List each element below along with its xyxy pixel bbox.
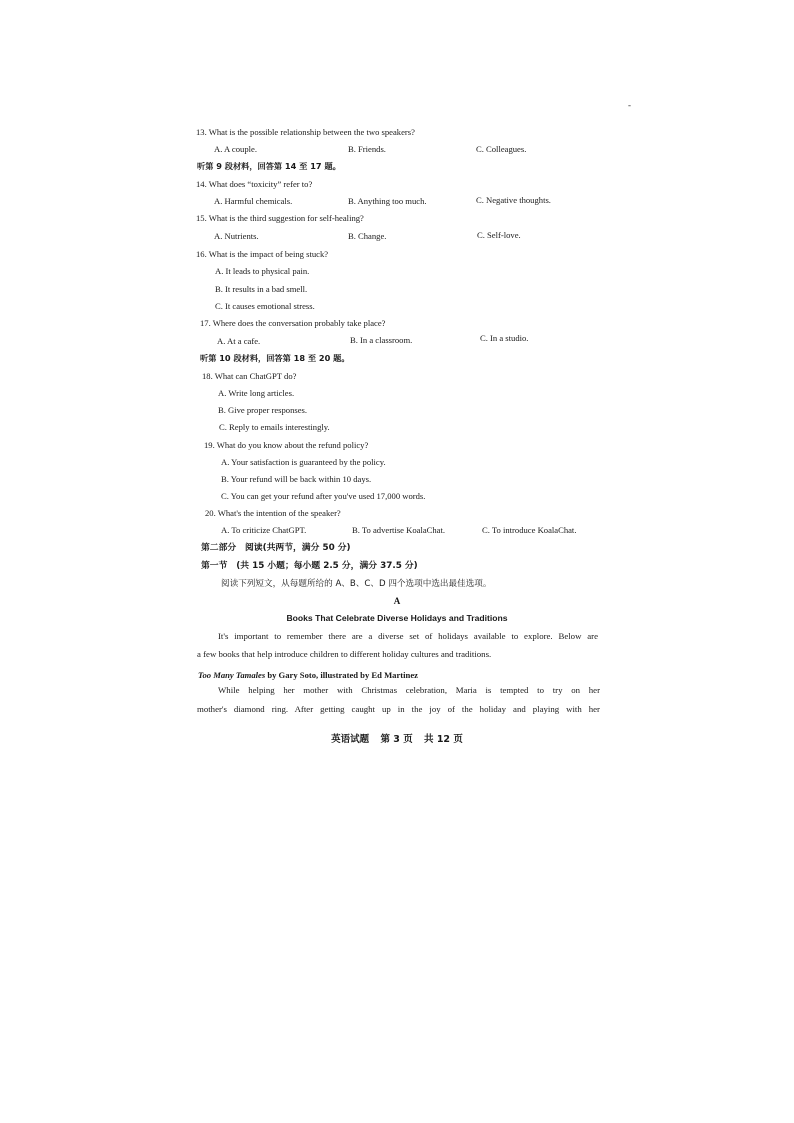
question-14-stem: 14. What does “toxicity” refer to? bbox=[196, 179, 313, 189]
question-13-option-a: A. A couple. bbox=[214, 144, 257, 154]
question-17-option-b: B. In a classroom. bbox=[350, 335, 413, 345]
question-19-option-b: B. Your refund will be back within 10 days. bbox=[221, 474, 372, 484]
question-15-option-b: B. Change. bbox=[348, 231, 387, 241]
passage-paragraph-1-line-1: It's important to remember there are a diverse set of holidays available to explore. Below are bbox=[218, 631, 598, 641]
question-18-option-b: B. Give proper responses. bbox=[218, 405, 308, 415]
passage-paragraph-2-line-1: While helping her mother with Christmas celebration, Maria is tempted to try on her bbox=[218, 685, 600, 695]
footer-total-pages: 共 12 页 bbox=[424, 734, 463, 745]
question-20-option-b: B. To advertise KoalaChat. bbox=[352, 525, 446, 535]
section1-heading: 第一节 (共 15 小题；每小题 2.5 分，满分 37.5 分) bbox=[201, 561, 418, 571]
question-17-option-a: A. At a cafe. bbox=[217, 336, 261, 346]
question-14-option-b: B. Anything too much. bbox=[348, 196, 427, 206]
passage-letter: A bbox=[393, 596, 401, 606]
question-19-option-a: A. Your satisfaction is guaranteed by the policy. bbox=[221, 457, 386, 467]
question-14-option-a: A. Harmful chemicals. bbox=[214, 196, 293, 206]
question-19-stem: 19. What do you know about the refund policy? bbox=[204, 440, 369, 450]
question-20-option-a: A. To criticize ChatGPT. bbox=[221, 525, 307, 535]
question-18-option-a: A. Write long articles. bbox=[218, 388, 295, 398]
question-17-stem: 17. Where does the conversation probably take place? bbox=[200, 318, 386, 328]
footer-subject: 英语试题 bbox=[331, 734, 370, 745]
question-16-option-b: B. It results in a bad smell. bbox=[215, 284, 308, 294]
section-9-instruction: 听第 9 段材料，回答第 14 至 17 题。 bbox=[197, 161, 341, 171]
scan-mark: - bbox=[628, 100, 631, 110]
question-15-stem: 15. What is the third suggestion for self-healing? bbox=[196, 213, 364, 223]
footer-page-number: 第 3 页 bbox=[380, 734, 413, 745]
part2-heading: 第二部分 阅读(共两节，满分 50 分) bbox=[201, 543, 351, 553]
passage-paragraph-2-line-2: mother's diamond ring. After getting caught up in the joy of the holiday and playing with her bbox=[197, 704, 600, 714]
passage-title: Books That Celebrate Diverse Holidays and Traditions bbox=[286, 613, 508, 623]
question-20-stem: 20. What's the intention of the speaker? bbox=[205, 508, 341, 518]
question-15-option-a: A. Nutrients. bbox=[214, 231, 259, 241]
question-13-option-b: B. Friends. bbox=[348, 144, 386, 154]
question-16-option-c: C. It causes emotional stress. bbox=[215, 301, 315, 311]
question-14-option-c: C. Negative thoughts. bbox=[476, 195, 551, 205]
question-19-option-c: C. You can get your refund after you've used 17,000 words. bbox=[221, 491, 426, 501]
question-16-option-a: A. It leads to physical pain. bbox=[215, 266, 310, 276]
question-13-option-c: C. Colleagues. bbox=[476, 144, 527, 154]
question-15-option-c: C. Self-love. bbox=[477, 230, 521, 240]
question-18-stem: 18. What can ChatGPT do? bbox=[202, 371, 297, 381]
passage-paragraph-1-line-2: a few books that help introduce children to different holiday cultures and traditions. bbox=[197, 649, 492, 659]
question-17-option-c: C. In a studio. bbox=[480, 333, 529, 343]
section-10-instruction: 听第 10 段材料，回答第 18 至 20 题。 bbox=[200, 353, 350, 363]
book-title: Too Many Tamales bbox=[198, 670, 266, 680]
book-byline: by Gary Soto, illustrated by Ed Martinez bbox=[265, 670, 418, 680]
question-16-stem: 16. What is the impact of being stuck? bbox=[196, 249, 329, 259]
question-13-stem: 13. What is the possible relationship between the two speakers? bbox=[196, 127, 415, 137]
question-20-option-c: C. To introduce KoalaChat. bbox=[482, 525, 577, 535]
book-heading bbox=[198, 671, 418, 680]
question-18-option-c: C. Reply to emails interestingly. bbox=[219, 422, 330, 432]
reading-instruction: 阅读下列短文，从每题所给的 A、B、C、D 四个选项中选出最佳选项。 bbox=[221, 579, 492, 589]
page-footer bbox=[0, 731, 794, 745]
